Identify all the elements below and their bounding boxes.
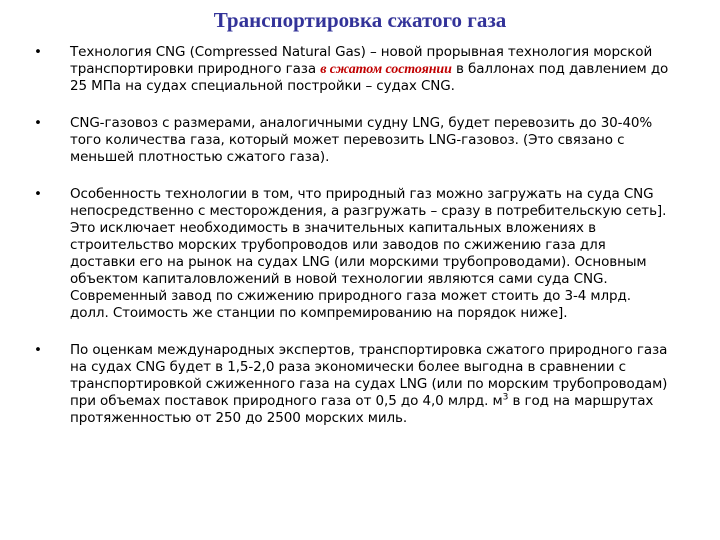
slide-title: Транспортировка сжатого газа [213,8,507,32]
highlighted-phrase: в сжатом состоянии [320,62,452,77]
bullet-text: в год на маршрутах протяженностью от 250 до 2500 морских миль. [70,393,654,426]
bullet-text: в баллонах под давлением до 25 МПа на судах специальной постройки – судах CNG. [70,61,669,94]
bullet-dot-icon: • [34,44,42,60]
bullet-text: CNG-газовоз с размерами, аналогичными судну LNG, будет перевозить до 30-40% того количества газа, который может перевозить LNG-газовоз. (Это связано с меньшей плотностью сжатого газа). [70,115,653,165]
superscript-exponent: 3 [502,392,509,403]
bullet-item-expert-estimates [34,342,670,427]
bullet-item-technology-feature [34,186,670,322]
bullet-text: По оценкам международных экспертов, транспортировка сжатого природного газа на судах CNG будет в 1,5-2,0 раза экономически более выгодна в сравнении с транспортировкой сжиженного газа на судах LNG (или по морским трубопроводам) при объемах поставок природного газа от 0,5 до 4,0 млрд. м [70,342,668,409]
bullet-text: Технология CNG (Compressed Natural Gas) – новой прорывная технология морской транспортировки природного газа [70,44,653,77]
bullet-dot-icon: • [34,186,42,202]
bullet-dot-icon: • [34,342,42,358]
bullet-list [34,44,670,427]
bullet-dot-icon: • [34,115,42,131]
bullet-text: Особенность технологии в том, что природный газ можно загружать на суда CNG непосредственно с месторождения, а разгружать – сразу в потребительскую сеть]. Это исключает необходимость в значительных капитальных вложениях в строительство морских трубопроводов или заводов по сжижению газа для доставки его на рынок на судах LNG (или морскими трубопроводами). Основным объектом капиталовложений в новой технологии являются сами суда CNG. Современный завод по сжижению природного газа может стоить до 3-4 млрд. долл. Стоимость же станции по компремированию на порядок ниже]. [70,186,667,321]
bullet-item-cng-technology [34,44,670,95]
bullet-item-cng-capacity [34,115,670,166]
